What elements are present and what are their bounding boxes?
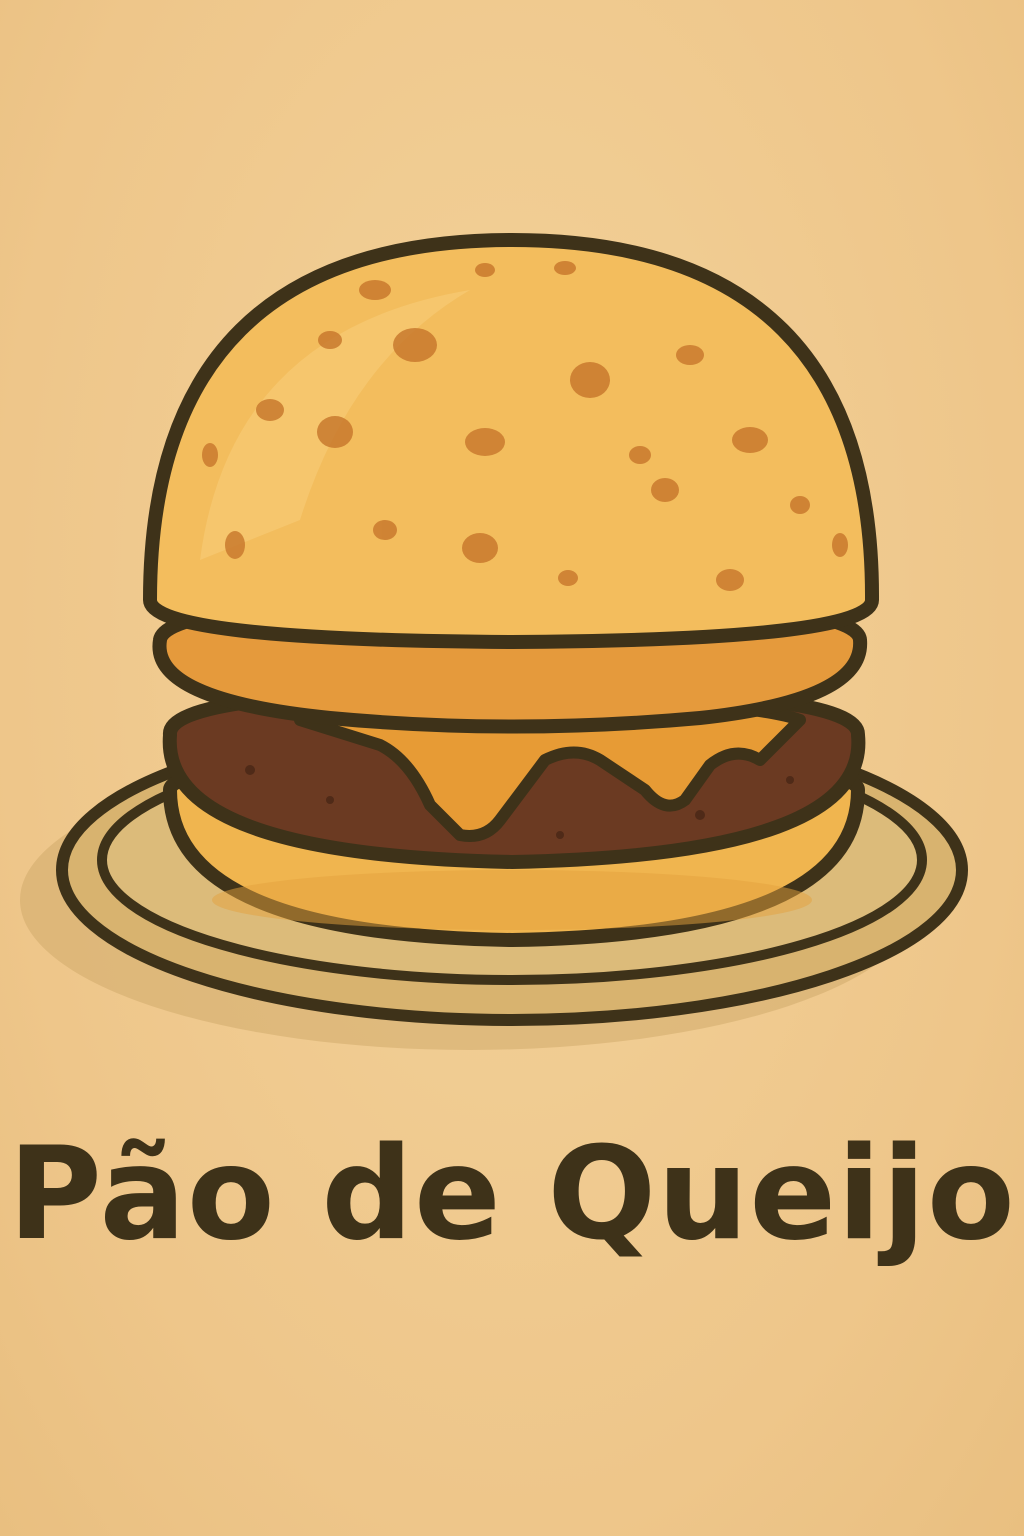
top-bun	[150, 240, 872, 642]
poster-title: Pão de Queijo	[8, 1120, 1016, 1269]
